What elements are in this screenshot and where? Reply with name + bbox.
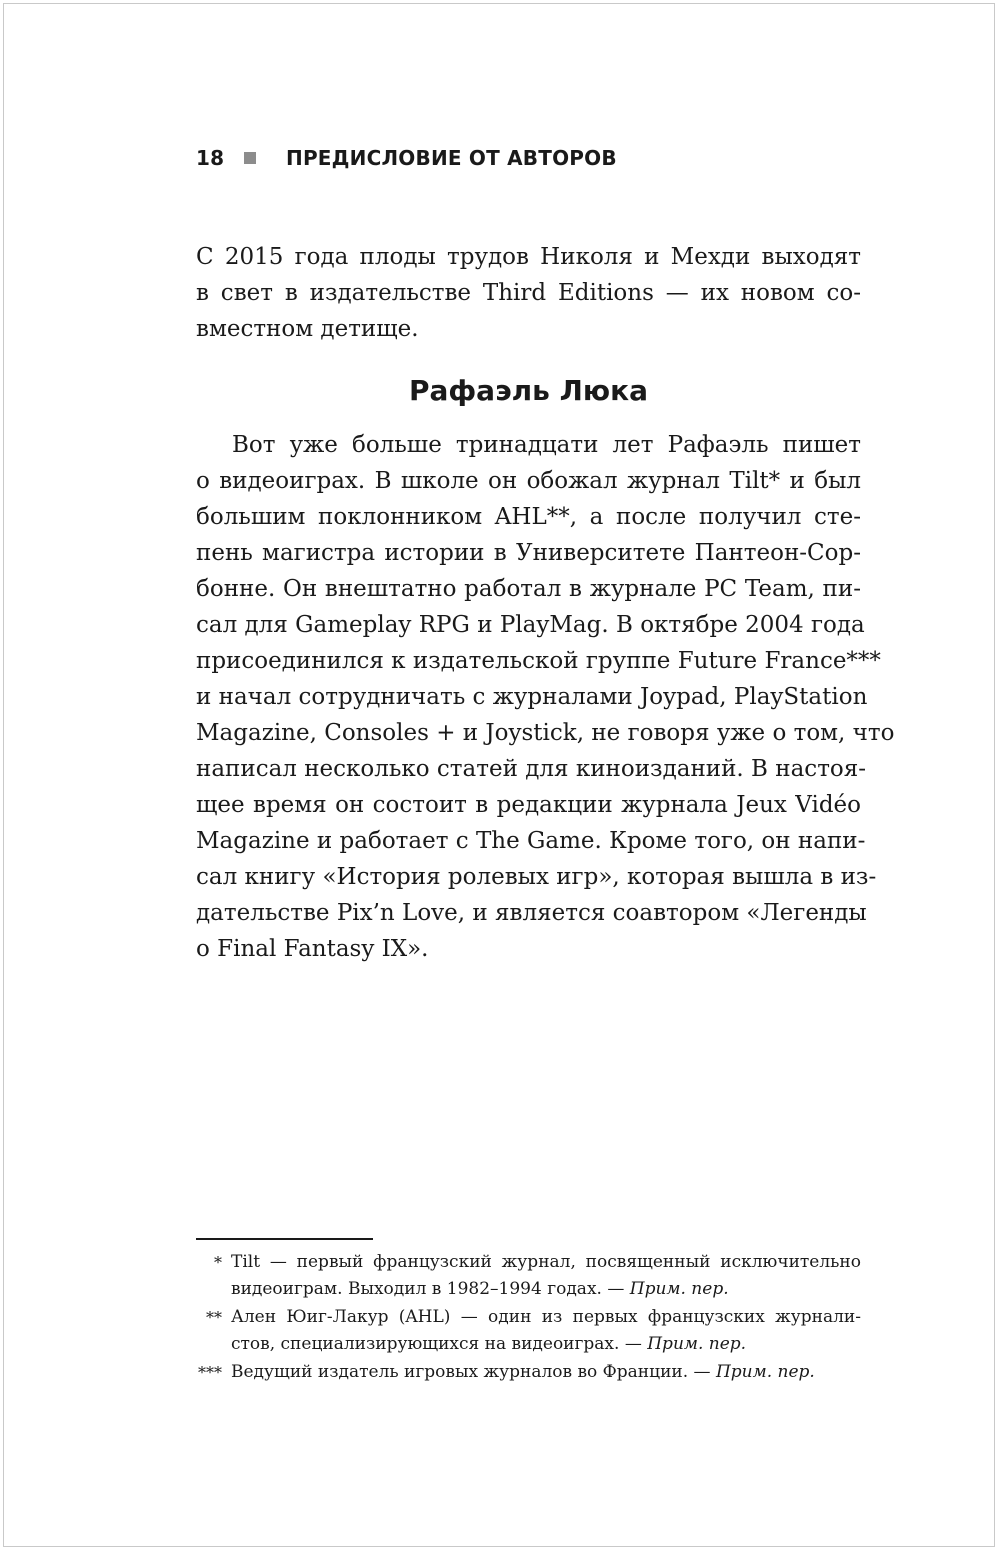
running-header <box>196 143 617 173</box>
footnote-line: Tilt — первый французский журнал, посвященный исключительно <box>231 1252 861 1272</box>
square-bullet-icon <box>244 152 256 164</box>
footnote-mark: *** <box>198 1363 222 1382</box>
footnote-line <box>231 1331 861 1358</box>
text-line: написал несколько статей для киноизданий. В настоя- <box>196 756 867 782</box>
footnote-text: Ведущий издатель игровых журналов во Франции. — <box>231 1362 716 1382</box>
text-line: щее время он состоит в редакции журнала Jeux Vidéo <box>196 792 861 818</box>
text-line: о видеоиграх. В школе он обожал журнал Tilt* и был <box>196 468 861 494</box>
footnote-3 <box>196 1359 861 1386</box>
text-line: С 2015 года плоды трудов Николя и Мехди выходят <box>196 244 861 270</box>
footnote-separator <box>196 1238 373 1240</box>
text-line: Вот уже больше тринадцати лет Рафаэль пишет <box>232 432 861 458</box>
section-paragraph <box>196 427 895 967</box>
translator-note: Прим. пер. <box>647 1334 747 1354</box>
footnote-line: Ален Юиг-Лакур (AHL) — один из первых французских журнали- <box>231 1307 861 1327</box>
footnote-text: стов, специализирующихся на видеоиграх. — <box>231 1334 648 1354</box>
text-line: Magazine и работает с The Game. Кроме того, он напи- <box>196 828 866 854</box>
footnote-mark: * <box>214 1253 222 1272</box>
footnote-line <box>231 1276 861 1303</box>
text-line: сал книгу «История ролевых игр», которая вышла в из- <box>196 864 877 890</box>
text-line: бонне. Он внештатно работал в журнале PC Team, пи- <box>196 576 861 602</box>
footnote-2 <box>196 1304 861 1358</box>
text-line: Magazine, Consoles + и Joystick, не говоря уже о том, что <box>196 720 895 746</box>
text-line: вместном детище. <box>196 316 419 342</box>
chapter-title: ПРЕДИСЛОВИЕ ОТ АВТОРОВ <box>286 146 617 170</box>
text-line: присоединился к издательской группе Future France*** <box>196 648 881 674</box>
text-line: о Final Fantasy IX». <box>196 936 429 962</box>
text-line: в свет в издательстве Third Editions — их новом со- <box>196 280 861 306</box>
footnotes <box>196 1249 861 1387</box>
footnote-mark: ** <box>206 1308 222 1327</box>
text-line: дательстве Pix’n Love, и является соавтором «Легенды <box>196 900 867 926</box>
text-line: большим поклонником AHL**, а после получил сте- <box>196 504 861 530</box>
footnote-text: видеоиграм. Выходил в 1982–1994 годах. — <box>231 1279 630 1299</box>
text-line: пень магистра истории в Университете Пантеон-Сор- <box>196 540 861 566</box>
text-line: сал для Gameplay RPG и PlayMag. В октябре 2004 года <box>196 612 865 638</box>
text-line: и начал сотрудничать с журналами Joypad, PlayStation <box>196 684 868 710</box>
section-heading: Рафаэль Люка <box>408 374 649 407</box>
translator-note: Прим. пер. <box>715 1362 815 1382</box>
translator-note: Прим. пер. <box>629 1279 729 1299</box>
intro-paragraph <box>196 239 861 347</box>
footnote-line <box>231 1359 861 1386</box>
footnote-1 <box>196 1249 861 1303</box>
page-number: 18 <box>196 146 225 170</box>
